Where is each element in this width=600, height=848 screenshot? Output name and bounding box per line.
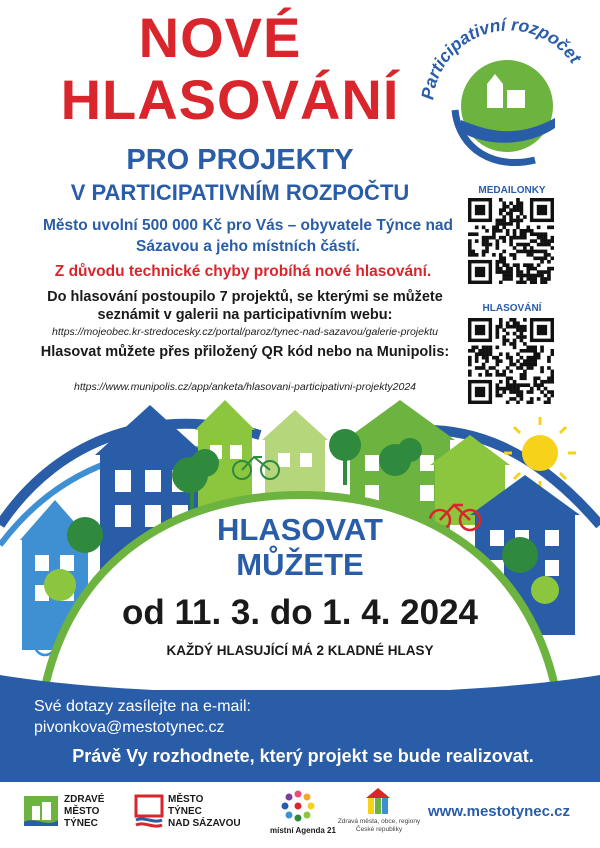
logo1-line2: MĚSTO [64,806,100,817]
logo1-line3: TÝNEC [64,818,98,829]
gallery-link[interactable]: https://mojeobec.kr-stredocesky.cz/portal/paroz/tynec-nad-sazavou/galerie-projektu [52,326,438,338]
agenda21-logo-icon [278,788,318,824]
subtitle-line1: PRO PROJEKTY [126,144,354,176]
title-line1: NOVÉ [138,6,302,69]
vote-how-text: Hlasovat můžete přes přiložený QR kód nebo na Munipolis: [40,344,450,360]
vote-dates: od 11. 3. do 1. 4. 2024 [121,593,478,632]
town-logo-icon [134,794,164,828]
logo4-line2: České republiky [355,826,403,833]
notice-text: Z důvodu technické chyby probíhá nové hlasování. [54,263,432,280]
logo4-line1: Zdravá města, obce, regiony [337,818,421,825]
town-logo-text [168,794,258,830]
contact-label: Své dotazy zasílejte na e-mail: [34,698,251,715]
participatory-budget-logo [415,10,595,180]
subtitle-line2: V PARTICIPATIVNÍM ROZPOČTU [70,180,410,205]
logo-arc-text: Participativní rozpočet [417,14,586,101]
logo2-line3: NAD SÁZAVOU [168,818,241,829]
qr-label-voting: HLASOVÁNÍ [482,303,542,314]
agenda21-logo-text: místní Agenda 21 [270,826,336,835]
advanced-projects-text: Do hlasování postoupilo 7 projektů, se kterými se můžete seznámit v galerii na participativním webu: [47,289,443,323]
each-voter-text: KAŽDÝ HLASUJÍCÍ MÁ 2 KLADNÉ HLASY [166,643,434,658]
logo1-line1: ZDRAVÉ [64,794,105,805]
offer-text: Město uvolní 500 000 Kč pro Vás – obyvatele Týnce nad Sázavou a jeho místních částí. [42,217,454,255]
vote-heading-line1: HLASOVAT [217,512,383,547]
qr-code-voting[interactable] [468,318,554,404]
healthy-city-logo-text [64,794,134,830]
qr-pattern [468,318,554,404]
munipolis-link[interactable]: https://www.munipolis.cz/app/anketa/hlasovani-participativni-projekty2024 [73,381,416,393]
healthy-city-logo-icon [22,792,60,830]
decide-slogan: Právě Vy rozhodnete, který projekt se bude realizovat. [72,746,534,766]
qr-code-medallions[interactable] [468,198,554,284]
qr-label-medallions: MEDAILONKY [478,185,546,196]
healthy-cities-cz-logo-text [336,818,422,834]
contact-email[interactable]: pivonkova@mestotynec.cz [34,719,225,736]
title-line2: HLASOVÁNÍ [60,68,400,131]
qr-pattern [468,198,554,284]
healthy-cities-cz-logo-icon [364,786,392,816]
website-link[interactable]: www.mestotynec.cz [428,803,570,820]
logo2-line2: TÝNEC [168,806,202,817]
vote-heading-line2: MŮŽETE [236,547,364,582]
logo2-line1: MĚSTO [168,794,204,805]
vote-heading [150,512,450,582]
